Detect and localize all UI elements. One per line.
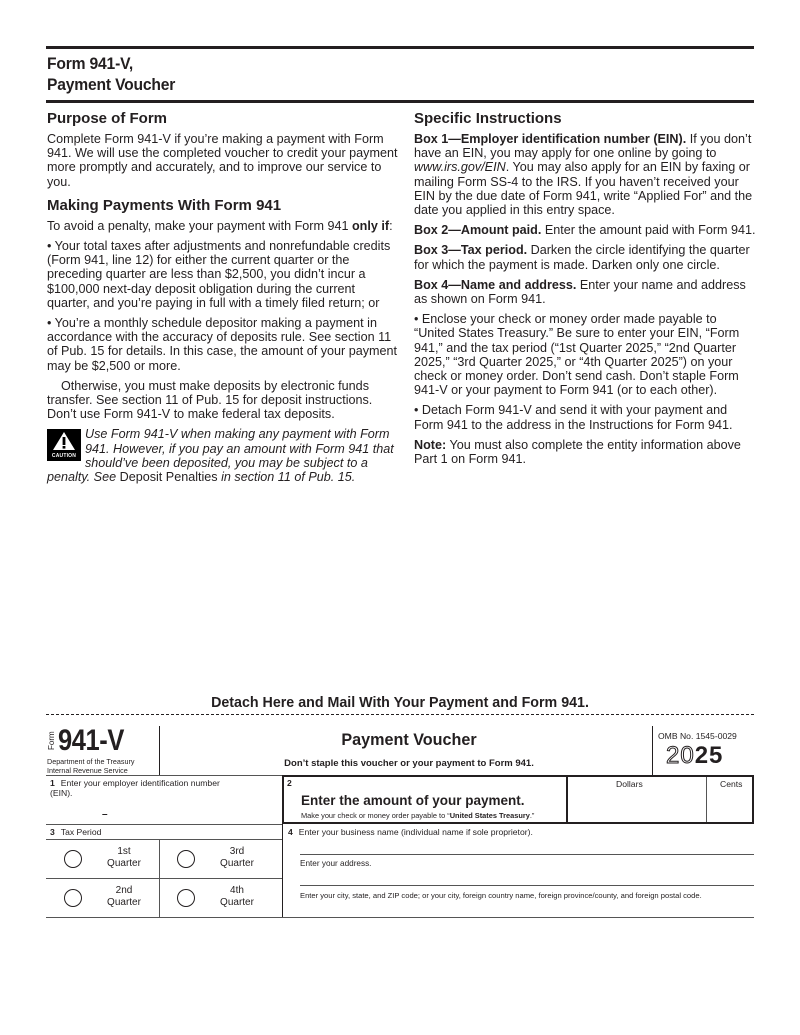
cents-input[interactable] [707,789,752,822]
detach-cut-line [46,714,754,715]
making-intro: To avoid a penalty, make your payment with Form 941 only if: [47,218,393,233]
address-input[interactable] [300,870,754,884]
caution-note [47,427,399,484]
quarter-1-label: 1st Quarter [107,846,141,869]
dollars-label: Dollars [616,779,643,789]
quarter-divider-horizontal [46,878,282,879]
detach-instruction: Detach Here and Mail With Your Payment and Form 941. [211,694,589,711]
bullet-detach: • Detach Form 941-V and send it with your payment and Form 941 to the address in the Instructions for Form 941. [414,403,733,432]
box3-top-rule [46,824,282,825]
page-title [47,53,175,95]
header-bottom-rule [46,775,282,776]
title-line-2: Payment Voucher [47,75,176,94]
quarter-3-radio[interactable] [177,850,195,868]
box3-label: 3 Tax Period [50,827,102,837]
make-check-payable: Make your check or money order payable to “United States Treasury.” [301,811,535,820]
box2-amount [282,775,754,824]
city-state-zip-input[interactable] [300,902,754,916]
otherwise-text: Otherwise, you must make deposits by electronic funds transfer. See section 11 of Pub. 15 for deposit instructions. Don’t use Form 941-V to make federal tax deposits. [47,378,373,422]
irs-ein-link[interactable]: www.irs.gov/EIN [414,160,506,175]
warning-triangle-icon [52,431,76,451]
box3-instructions: Box 3—Tax period. Darken the circle identifying the quarter for which the payment is made. Darken only one circle. [414,243,750,272]
making-payments-heading: Making Payments With Form 941 [47,196,282,214]
title-bottom-rule [46,100,754,103]
omb-number: OMB No. 1545-0029 [658,731,737,741]
box2-number: 2 [287,778,292,788]
note: Note: You must also complete the entity information above Part 1 on Form 941. [414,437,741,467]
bullet-total-taxes: • Your total taxes after adjustments and nonrefundable credits (Form 941, line 12) for either the current quarter or the preceding quarter are less than $2,500, you didn’t incur a $100,000 next-day deposit obligation during the current quarter, and you’re paying in full with a timely filed return; or [47,239,391,310]
caution-icon [47,429,81,461]
caution-label: CAUTION [51,453,77,460]
box3-header-rule [46,839,282,840]
business-name-input[interactable] [300,838,754,854]
left-column [47,110,399,484]
header-divider-left [159,726,160,775]
purpose-heading: Purpose of Form [47,110,168,127]
tax-year: 2025 [666,742,724,769]
quarter-1-option[interactable] [46,841,158,877]
box1-instructions: Box 1—Employer identification number (EIN). If you don’t have an EIN, you may apply for one online by going to www.irs.gov/EIN. You may also apply for an EIN by faxing or mailing Form SS-4 to the IRS. If you haven’t received your EIN by the due date of Form 941, write “Applied For” and the date you applied in this entry space. [414,132,753,218]
specific-instructions-heading: Specific Instructions [414,110,562,127]
caution-text: Use Form 941-V when making any payment with Form 941. However, if you pay an amount with Form 941 that should’ve been deposited, you may be subject to a penalty. See Deposit Penalties in section 11 of Pub. 15. [47,427,394,485]
quarter-2-label: 2nd Quarter [107,885,141,908]
form-word: Form [47,731,56,750]
purpose-text: Complete Form 941-V if you’re making a payment with Form 941. We will use the completed voucher to credit your payment more promptly and accurately, and to improve our service to you. [47,132,398,189]
quarter-2-radio[interactable] [64,889,82,907]
voucher-bottom-rule [46,917,754,918]
voucher-title: Payment Voucher [341,730,477,749]
top-rule [46,46,754,49]
box4-instructions: Box 4—Name and address. Enter your name and address as shown on Form 941. [414,277,746,307]
bullet-monthly-depositor: • You’re a monthly schedule depositor making a payment in accordance with the accuracy of deposits rule. See section 11 of Pub. 15 for details. In this case, the amount of your payment may be $2,500 or more. [47,316,398,373]
box1-label: 1 Enter your employer identification number (EIN). [50,778,220,798]
enter-amount-label: Enter the amount of your payment. [301,793,525,808]
form-number: 941-V [58,724,124,757]
box4-label: 4 Enter your business name (individual name if sole proprietor). [288,827,533,837]
ein-input[interactable]: – [102,809,108,820]
address-label: Enter your address. [300,859,372,868]
quarter-4-option[interactable] [159,880,271,916]
quarter-4-radio[interactable] [177,889,195,907]
quarter-3-option[interactable] [159,841,271,877]
cents-label: Cents [720,779,743,789]
header-divider-right [652,726,653,775]
business-name-line [300,854,754,855]
bullet-enclose-check: • Enclose your check or money order made payable to “United States Treasury.” Be sure to enter your EIN, “Form 941,” and the tax period (“1st Quarter 2025,” “2nd Quarter 2025,” “3rd Quarter 2025,” or “4th Quarter 2025”) on your check or money order. Don’t send cash. Don’t staple Form 941-V or your payment to Form 941 (or to each other). [414,312,740,398]
box2-instructions: Box 2—Amount paid. Enter the amount paid with Form 941. [414,223,756,238]
city-state-zip-label: Enter your city, state, and ZIP code; or your city, foreign country name, foreign province/county, and foreign postal code. [300,891,702,900]
voucher-subtitle: Don’t staple this voucher or your payment to Form 941. [284,758,534,769]
title-line-1: Form 941-V, [47,54,134,73]
quarter-4-label: 4th Quarter [220,885,254,908]
quarter-3-label: 3rd Quarter [220,846,254,869]
quarter-2-option[interactable] [46,880,158,916]
right-column [414,110,759,472]
dollars-input[interactable] [568,789,706,822]
payment-voucher [46,726,754,918]
address-line [300,885,754,886]
department-name: Department of the Treasury Internal Revenue Service [47,757,135,775]
quarter-1-radio[interactable] [64,850,82,868]
